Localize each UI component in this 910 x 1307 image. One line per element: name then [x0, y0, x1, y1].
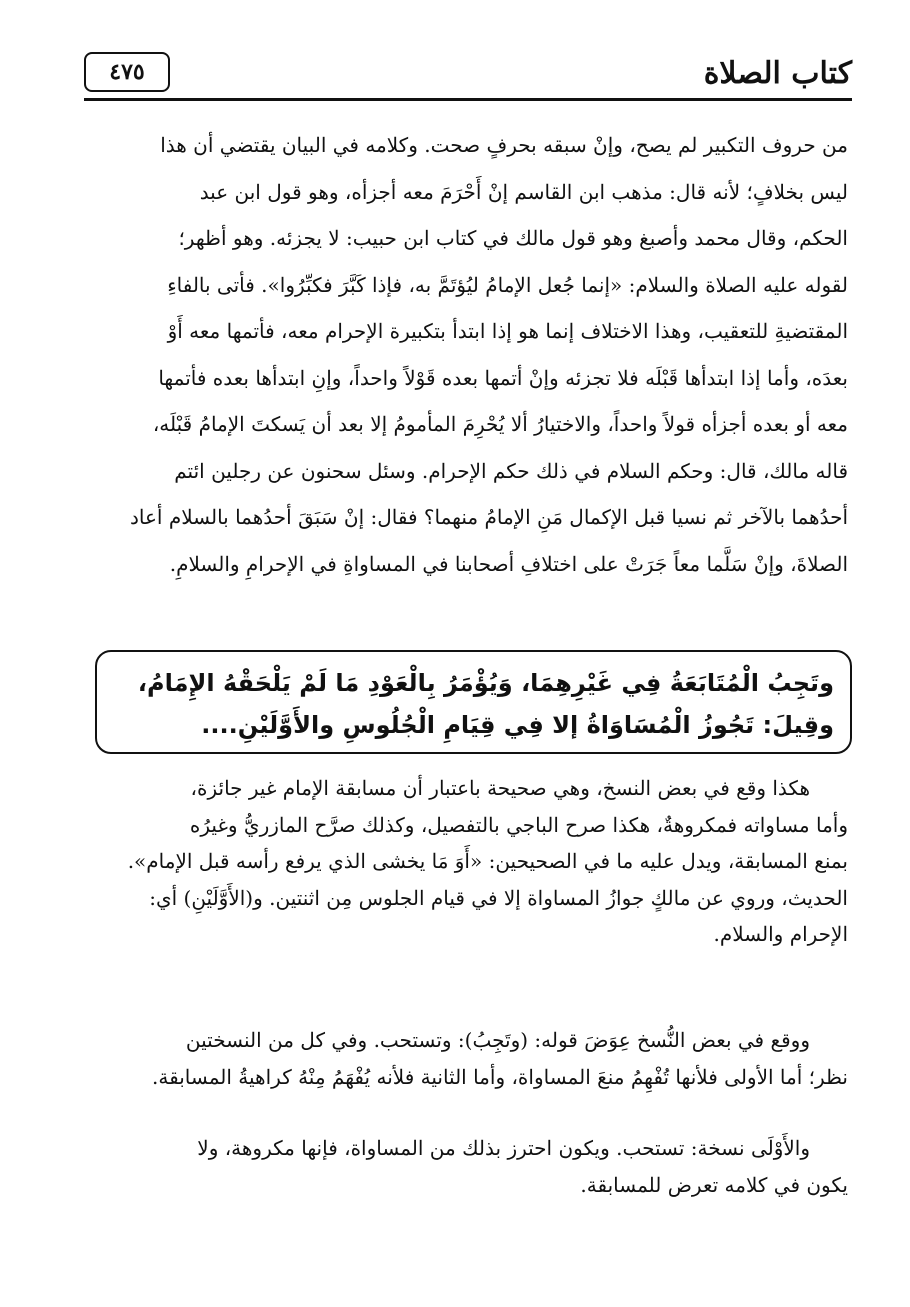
paragraph-commentary-1: [88, 122, 848, 587]
paragraph-commentary-4: [88, 1130, 848, 1204]
header-divider: [84, 98, 852, 101]
text-line: الإحرام والسلام.: [713, 922, 848, 946]
text-line: لقوله عليه الصلاة والسلام: «إنما جُعل الإمامُ ليُؤتَمَّ به، فإذا كَبَّرَ فكبِّرُوا». فأتى بالفاءِ: [167, 272, 848, 297]
text-line: المقتضيةِ للتعقيب، وهذا الاختلاف إنما هو إذا ابتدأ بتكبيرة الإحرام معه، فأتمها معه أَوْ: [167, 319, 848, 343]
text-line: قاله مالك، قال: وحكم السلام في ذلك حكم الإحرام. وسئل سحنون عن رجلين ائتم: [174, 458, 848, 483]
text-line: معه أو بعده أجزأه قولاً واحداً، والاختيارُ ألا يُحْرِمَ المأمومُ إلا بعد أن يَسكتَ الإمامُ قَبْلَه،: [152, 412, 848, 436]
text-line: هكذا وقع في بعض النسخ، وهي صحيحة باعتبار أن مسابقة الإمام غير جائزة،: [190, 776, 810, 800]
text-line: نظر؛ أما الأولى فلأنها تُفْهِمُ منعَ المساواة، وأما الثانية فلأنه يُفْهَمُ مِنْهُ كراهيةُ المسابقة.: [152, 1065, 848, 1089]
text-line: الصلاةَ، وإنْ سَلَّما معاً جَرَتْ على اختلافِ أصحابنا في المساواةِ في الإحرامِ والسلامِ.: [169, 551, 848, 576]
text-line: الحديث، وروي عن مالكٍ جوازُ المساواة إلا في قيام الجلوس مِن اثنتين. و(الأَوَّلَيْنِ) أي:: [149, 885, 848, 910]
text-line: والأَوْلَى نسخة: تستحب. ويكون احترز بذلك من المساواة، فإنها مكروهة، ولا: [197, 1136, 810, 1160]
text-line: من حروف التكبير لم يصح، وإنْ سبقه بحرفٍ صحت. وكلامه في البيان يقتضي أن هذا: [160, 133, 848, 157]
matn-line: وقِيلَ: تَجُوزُ الْمُسَاوَاةُ إلا فِي قِيَامِ الْجُلُوسِ والأَوَّلَيْنِ....: [201, 711, 834, 739]
text-line: الحكم، وقال محمد وأصبغ وهو قول مالك في كتاب ابن حبيب: لا يجزئه. وهو أظهر؛: [178, 226, 848, 250]
matn-line: وتَجِبُ الْمُتَابَعَةُ فِي غَيْرِهِمَا، وَيُؤْمَرُ بِالْعَوْدِ مَا لَمْ يَلْحَقْهُ الإِمَامُ،: [137, 669, 834, 697]
text-line: بمنع المسابقة، ويدل عليه ما في الصحيحين: «أَوَ مَا يخشى الذي يرفع رأسه قبل الإمام».: [127, 849, 848, 873]
text-line: يكون في كلامه تعرض للمسابقة.: [580, 1173, 848, 1197]
text-line: بعدَه، وأما إذا ابتدأها قَبْلَه فلا تجزئه وإنْ أتمها بعده قَوْلاً واحداً، وإنِ ابتدأها بعده فأتمها: [158, 365, 848, 390]
paragraph-commentary-2: [88, 770, 848, 953]
page-header: [84, 52, 852, 104]
page-number: ٤٧٥: [84, 52, 170, 92]
text-line: ليس بخلافٍ؛ لأنه قال: مذهب ابن القاسم إنْ أَحْرَمَ معه أجزأه، وهو قول ابن عبد: [199, 179, 848, 204]
text-line: ووقع في بعض النُّسخ عِوَضَ قوله: (وتَجِبُ): وتستحب. وفي كل من النسختين: [185, 1028, 810, 1052]
paragraph-commentary-3: [88, 1022, 848, 1096]
matn-text-box: [95, 650, 852, 754]
book-title: كتاب الصلاة: [703, 56, 852, 91]
text-line: أحدُهما بالآخر ثم نسيا قبل الإكمال مَنِ الإمامُ منهما؟ فقال: إنْ سَبَقَ أحدُهما بالسلام أعاد: [129, 505, 848, 529]
text-line: وأما مساواته فمكروهةٌ، هكذا صرح الباجي بالتفصيل، وكذلك صرَّح المازريُّ وغيرُه: [189, 812, 848, 837]
